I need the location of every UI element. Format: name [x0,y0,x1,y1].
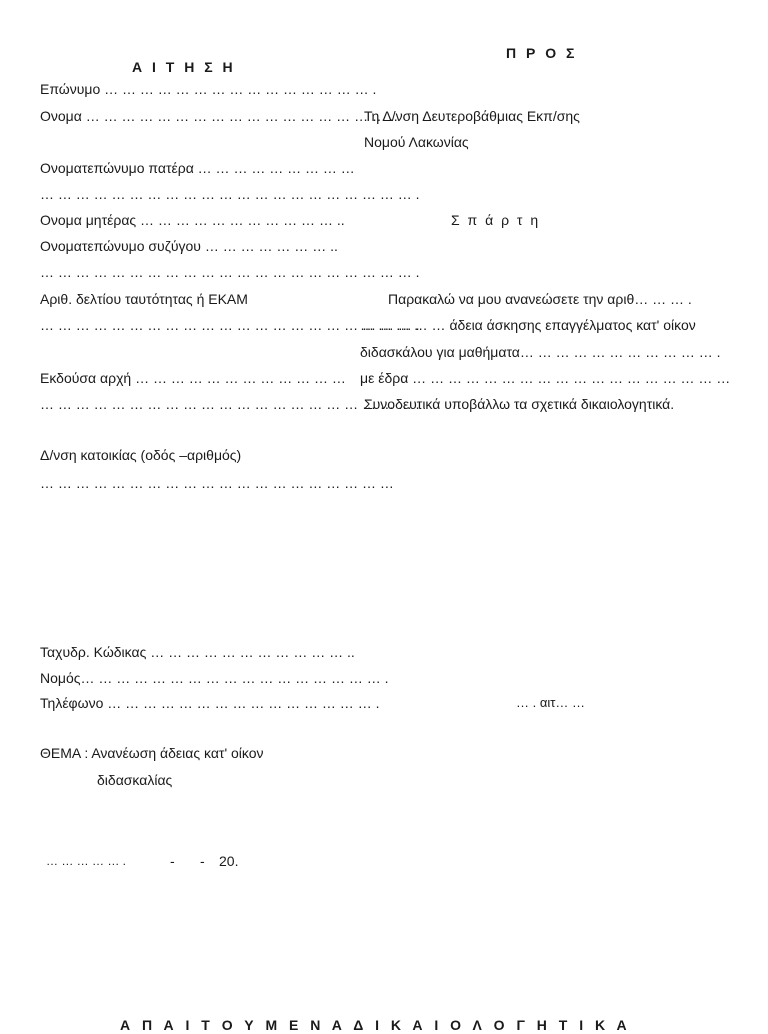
date-separator-1: - [170,853,175,869]
spouse-name-continuation: … … … … … … … … … … … … … … … … … … … … … . [40,264,420,280]
surname-field: Επώνυμο … … … … … … … … … … … … … … … . [40,81,377,97]
recipient-title: Π Ρ Ο Σ [506,45,578,61]
request-body-line-2: … … … … … άδεια άσκησης επαγγέλματος κατ' οίκον [360,317,696,333]
mother-name-field: Ονομα μητέρας … … … … … … … … … … … .. [40,212,345,228]
recipient-line-2: Νομού Λακωνίας [364,134,469,150]
address-field: Δ/νση κατοικίας (οδός –αριθμός) [40,447,242,463]
id-number-field: Αριθ. δελτίου ταυτότητας ή ΕΚΑΜ [40,291,248,307]
date-separator-2: - [200,853,205,869]
id-number-continuation: … … … … … … … … … … … … … … … … … … … … … . [40,317,420,333]
phone-field: Τηλέφωνο … … … … … … … … … … … … … … … . [40,695,380,711]
signature-line: … . αιτ… … [516,695,585,710]
father-name-continuation: … … … … … … … … … … … … … … … … … … … … … . [40,186,420,202]
request-body-line-3: διδασκάλου για μαθήματα… … … … … … … … … … … . [360,344,721,360]
address-continuation: … … … … … … … … … … … … … … … … … … … … [40,475,394,491]
spouse-name-field: Ονοματεπώνυμο συζύγου … … … … … … … .. [40,238,338,254]
name-field: Ονομα … … … … … … … … … … … … … … … … … .. [40,108,398,124]
request-body-line-5: Συνοδευτικά υποβάλλω τα σχετικά δικαιολογητικά. [364,396,675,412]
request-body-line-4: με έδρα … … … … … … … … … … … … … … … … … … [360,370,731,386]
father-name-field: Ονοματεπώνυμο πατέρα … … … … … … … … … [40,160,355,176]
application-title: Α Ι Τ Η Σ Η [132,59,236,75]
required-documents-title: Α Π Α Ι Τ Ο Υ Μ Ε Ν Α Δ Ι Κ Α Ι Ο Λ Ο Γ Η Τ Ι Κ Α [120,1017,631,1033]
postal-code-field: Ταχυδρ. Κώδικας … … … … … … … … … … … .. [40,644,355,660]
recipient-line-1: Τη Δ/νση Δευτεροβάθμιας Εκπ/σης [364,108,580,124]
subject-line: ΘΕΜΑ : Ανανέωση άδειας κατ' οίκον [40,745,264,761]
request-body-line-1: Παρακαλώ να μου ανανεώσετε την αριθ… … … . [388,291,692,307]
date-year: 20. [219,853,239,869]
date-place: … … … … … . [46,854,127,868]
prefecture-field: Νομός… … … … … … … … … … … … … … … … … . [40,670,389,686]
issuing-authority-field: Εκδούσα αρχή … … … … … … … … … … … … [40,370,346,386]
subject-line-continuation: διδασκαλίας [97,772,173,788]
recipient-city: Σ π ά ρ τ η [451,212,541,228]
issuing-authority-continuation: … … … … … … … … … … … … … … … … … … … … … . [40,396,420,412]
